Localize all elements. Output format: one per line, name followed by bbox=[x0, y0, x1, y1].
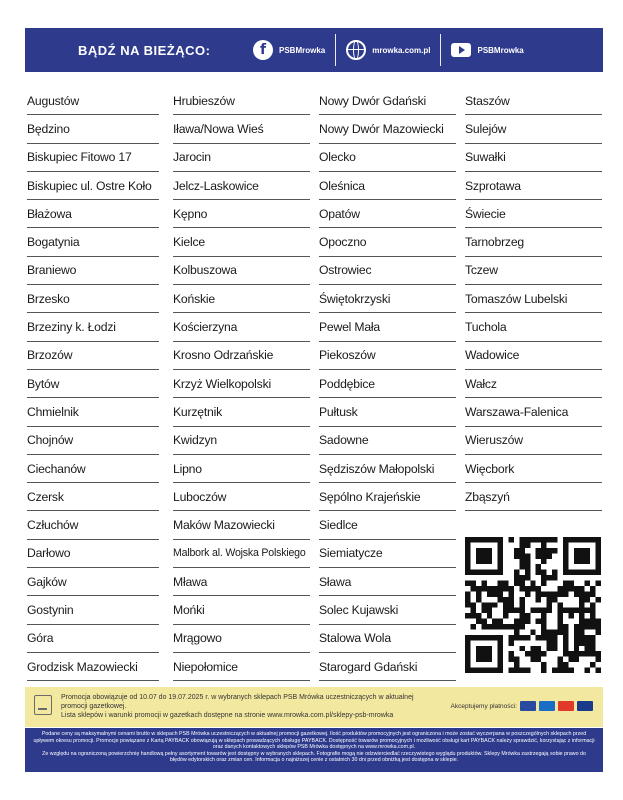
city-item: Grodzisk Mazowiecki bbox=[27, 653, 159, 681]
city-item: Brzozów bbox=[27, 342, 159, 370]
city-item: Pułtusk bbox=[319, 398, 456, 426]
city-item: Bytów bbox=[27, 370, 159, 398]
city-item: Darłowo bbox=[27, 540, 159, 568]
qr-code[interactable] bbox=[465, 537, 601, 673]
city-item: Kwidzyn bbox=[173, 427, 310, 455]
website-label: mrowka.com.pl bbox=[372, 45, 431, 55]
facebook-icon: f bbox=[253, 40, 273, 60]
city-item: Mońki bbox=[173, 596, 310, 624]
city-item: Gostynin bbox=[27, 596, 159, 624]
city-item: Warszawa-Falenica bbox=[465, 398, 602, 426]
city-item: Mrągowo bbox=[173, 625, 310, 653]
city-item: Tczew bbox=[465, 257, 602, 285]
city-column-4 bbox=[465, 87, 602, 511]
city-item: Zbąszyń bbox=[465, 483, 602, 511]
city-item: Opatów bbox=[319, 200, 456, 228]
header-banner bbox=[25, 28, 603, 72]
city-item: Mława bbox=[173, 568, 310, 596]
city-item: Kielce bbox=[173, 228, 310, 256]
city-item: Kościerzyna bbox=[173, 313, 310, 341]
visa-card-icon bbox=[577, 701, 593, 711]
city-item: Będzino bbox=[27, 115, 159, 143]
city-item: Krzyż Wielkopolski bbox=[173, 370, 310, 398]
city-item: Tarnobrzeg bbox=[465, 228, 602, 256]
city-item: Więcbork bbox=[465, 455, 602, 483]
city-item: Szprotawa bbox=[465, 172, 602, 200]
city-item: Poddębice bbox=[319, 370, 456, 398]
city-item: Kępno bbox=[173, 200, 310, 228]
promo-line-1: Promocja obowiązuje od 10.07 do 19.07.2025 r. w wybranych sklepach PSB Mrówka uczestniczących w aktualnej promocji gazetkowej. bbox=[61, 694, 414, 710]
city-item: Pewel Mała bbox=[319, 313, 456, 341]
city-item: Chojnów bbox=[27, 427, 159, 455]
city-item: Nowy Dwór Gdański bbox=[319, 87, 456, 115]
city-item: Jelcz-Laskowice bbox=[173, 172, 310, 200]
city-item: Lipno bbox=[173, 455, 310, 483]
city-item: Staszów bbox=[465, 87, 602, 115]
city-column-1 bbox=[27, 87, 159, 681]
youtube-label: PSBMrowka bbox=[477, 45, 524, 55]
city-item: Świętokrzyski bbox=[319, 285, 456, 313]
city-item: Gajków bbox=[27, 568, 159, 596]
city-item: Sędziszów Małopolski bbox=[319, 455, 456, 483]
city-item: Solec Kujawski bbox=[319, 596, 456, 624]
city-item: Starogard Gdański bbox=[319, 653, 456, 681]
city-item: Opoczno bbox=[319, 228, 456, 256]
divider bbox=[440, 34, 441, 66]
city-item: Wieruszów bbox=[465, 427, 602, 455]
city-item: Siedlce bbox=[319, 511, 456, 539]
city-item: Siemiatycze bbox=[319, 540, 456, 568]
city-column-2 bbox=[173, 87, 310, 681]
city-item: Stalowa Wola bbox=[319, 625, 456, 653]
banner-title: BĄDŹ NA BIEŻĄCO: bbox=[78, 42, 211, 58]
facebook-link[interactable] bbox=[243, 40, 335, 60]
city-item: Wałcz bbox=[465, 370, 602, 398]
legal-disclaimer bbox=[25, 728, 603, 772]
city-item: Nowy Dwór Mazowiecki bbox=[319, 115, 456, 143]
youtube-icon bbox=[451, 43, 471, 57]
payments-label: Akceptujemy płatności: bbox=[450, 702, 517, 710]
city-item: Sępólno Krajeńskie bbox=[319, 483, 456, 511]
city-column-3 bbox=[319, 87, 456, 681]
city-item: Iława/Nowa Wieś bbox=[173, 115, 310, 143]
city-item: Piekoszów bbox=[319, 342, 456, 370]
store-bag-icon bbox=[34, 695, 52, 715]
city-item: Wadowice bbox=[465, 342, 602, 370]
city-item: Biskupiec Fitowo 17 bbox=[27, 144, 159, 172]
divider bbox=[335, 34, 336, 66]
city-item: Niepołomice bbox=[173, 653, 310, 681]
city-item: Sława bbox=[319, 568, 456, 596]
city-item: Brzeziny k. Łodzi bbox=[27, 313, 159, 341]
city-item: Końskie bbox=[173, 285, 310, 313]
facebook-label: PSBMrowka bbox=[279, 45, 326, 55]
city-item: Hrubieszów bbox=[173, 87, 310, 115]
city-item: Góra bbox=[27, 625, 159, 653]
city-item: Braniewo bbox=[27, 257, 159, 285]
mastercard-icon bbox=[558, 701, 574, 711]
city-item: Czersk bbox=[27, 483, 159, 511]
city-item: Kurzętnik bbox=[173, 398, 310, 426]
city-item: Malbork al. Wojska Polskiego bbox=[173, 540, 310, 568]
legal-text-1: Podane ceny są maksymalnymi cenami brutto w sklepach PSB Mrówka uczestniczących w aktualnej promocji gazetkowej. Ilość produktów promocyjnych jest ograniczona i może zostać wyczerpana w poszczególnych sklepach przed upływem okresu promocji. Promocje powiązane z Kartą PAYBACK obowiązują w sklepach prowadzących obsługę PAYBACK. Dostępność towarów promocyjnych i możliwość obsługi kart PAYBACK należy sprawdzić, korzystając z informacji oraz danych kontaktowych sklepów PSB Mrówka dostępnych na www.mrowka.com.pl. bbox=[33, 731, 595, 751]
globe-icon bbox=[346, 40, 366, 60]
city-item: Sulejów bbox=[465, 115, 602, 143]
legal-text-2: Ze względu na ograniczoną powierzchnię handlową pełny asortyment towarów jest dostępny w wybranych sklepach. Fotografie mogą nie odzwierciedlać rzeczywistego wyglądu produktów. Sklepy Mrówka zastrzegają sobie prawo do błędów edytorskich oraz zmian cen. Informacja o najniższej cenie z ostatnich 30 dni przed obniżką jest dostępna w sklepie. bbox=[42, 750, 586, 764]
city-item: Ciechanów bbox=[27, 455, 159, 483]
youtube-link[interactable] bbox=[441, 43, 533, 57]
promo-text bbox=[61, 693, 431, 720]
city-item: Brzesko bbox=[27, 285, 159, 313]
city-item: Chmielnik bbox=[27, 398, 159, 426]
city-item: Olecko bbox=[319, 144, 456, 172]
city-item: Ostrowiec bbox=[319, 257, 456, 285]
city-item: Oleśnica bbox=[319, 172, 456, 200]
city-item: Suwałki bbox=[465, 144, 602, 172]
city-item: Tuchola bbox=[465, 313, 602, 341]
promo-bar bbox=[25, 687, 603, 727]
city-item: Człuchów bbox=[27, 511, 159, 539]
website-link[interactable] bbox=[336, 40, 440, 60]
payments bbox=[451, 701, 593, 711]
maestro-card-icon bbox=[520, 701, 536, 711]
promo-line-2: Lista sklepów i warunki promocji w gazetkach dostępne na stronie www.mrowka.com.pl/sklepy-psb-mrowka bbox=[61, 712, 394, 719]
visa-electron-card-icon bbox=[539, 701, 555, 711]
city-item: Kolbuszowa bbox=[173, 257, 310, 285]
city-item: Świecie bbox=[465, 200, 602, 228]
city-item: Luboczów bbox=[173, 483, 310, 511]
social-links bbox=[243, 33, 534, 67]
city-item: Sadowne bbox=[319, 427, 456, 455]
city-item: Błażowa bbox=[27, 200, 159, 228]
city-item: Biskupiec ul. Ostre Koło bbox=[27, 172, 159, 200]
city-item: Tomaszów Lubelski bbox=[465, 285, 602, 313]
city-item: Bogatynia bbox=[27, 228, 159, 256]
city-item: Maków Mazowiecki bbox=[173, 511, 310, 539]
city-item: Augustów bbox=[27, 87, 159, 115]
city-item: Jarocin bbox=[173, 144, 310, 172]
city-item: Krosno Odrzańskie bbox=[173, 342, 310, 370]
